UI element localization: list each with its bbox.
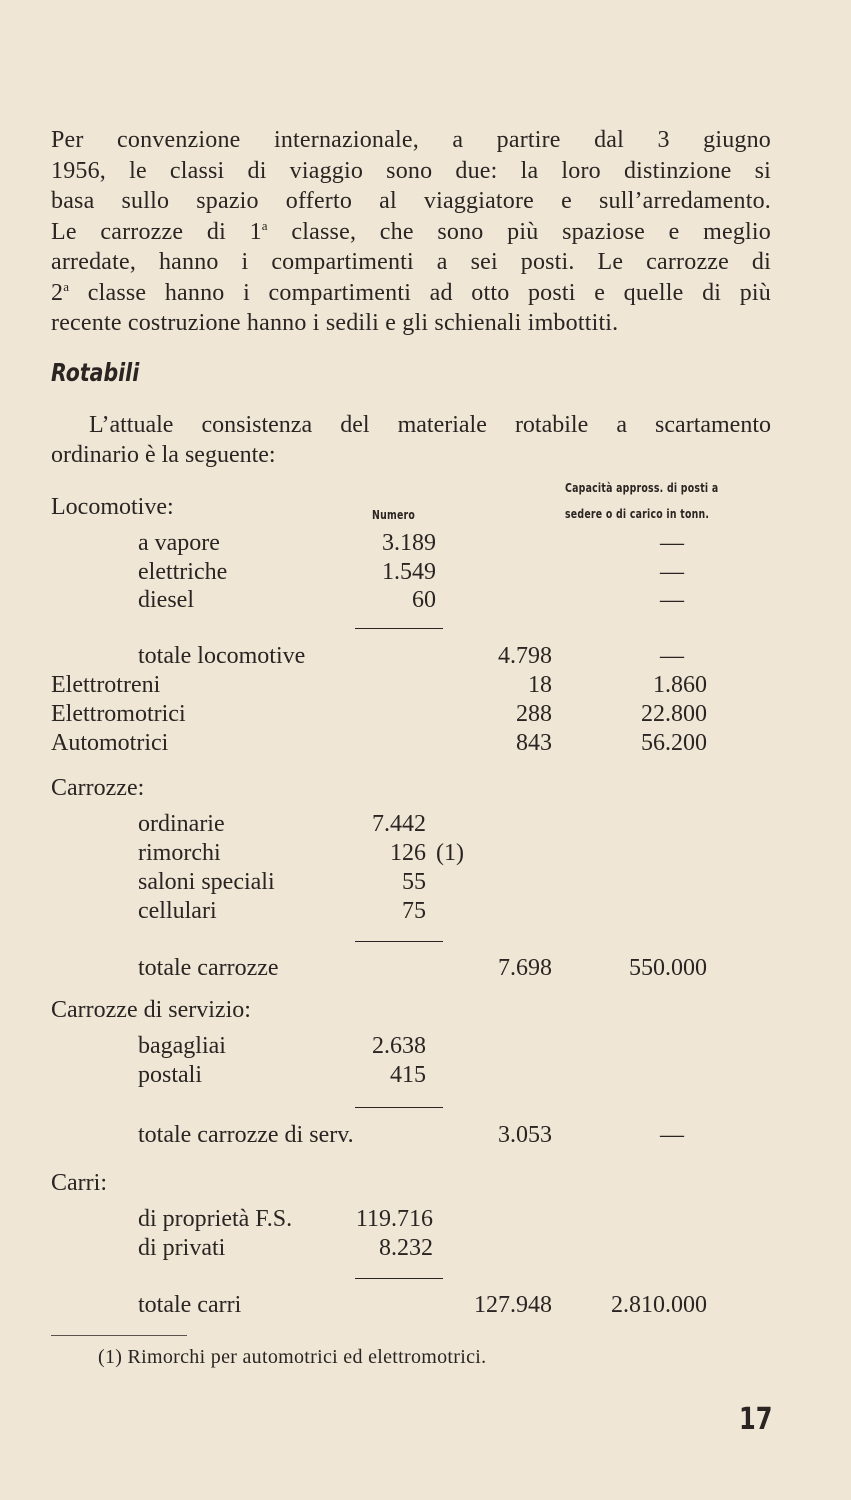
page-number: 17	[739, 1402, 773, 1437]
table-row-number: 7.442	[372, 811, 426, 837]
table-row-label: ordinarie	[138, 811, 225, 837]
total-capacity: 1.860	[653, 672, 707, 698]
subtotal-rule	[355, 628, 443, 629]
total-label: totale carrozze	[138, 955, 279, 981]
intro-line: recente costruzione hanno i sedili e gli schienali imbottiti.	[51, 310, 619, 336]
intro-line: basa sullo spazio offerto al viaggiatore e sull’arredamento.	[51, 188, 771, 214]
subtotal-rule	[355, 941, 443, 942]
table-row-capacity: —	[660, 559, 684, 585]
table-row-label: bagagliai	[138, 1033, 226, 1059]
intro-line: arredate, hanno i compartimenti a sei posti. Le carrozze di	[51, 249, 771, 275]
servizio-label: Carrozze di servizio:	[51, 997, 251, 1023]
header-capacity-line1: Capacità appross. di posti a	[565, 481, 719, 495]
total-capacity: 550.000	[629, 955, 707, 981]
table-row-number: 2.638	[372, 1033, 426, 1059]
table-row-number: 3.189	[382, 530, 436, 556]
ordinal-superscript: a	[63, 278, 70, 294]
total-capacity: —	[660, 1122, 684, 1148]
footnote: (1) Rimorchi per automotrici ed elettromotrici.	[98, 1346, 487, 1368]
footnote-reference: (1)	[436, 840, 464, 866]
table-row-label: elettriche	[138, 559, 228, 585]
total-value: 18	[528, 672, 552, 698]
table-row-label: Elettrotreni	[51, 672, 161, 698]
table-row-number: 75	[402, 898, 426, 924]
total-capacity: 56.200	[641, 730, 707, 756]
intro-line: 1956, le classi di viaggio sono due: la loro distinzione si	[51, 157, 771, 184]
subtotal-rule	[355, 1107, 443, 1108]
total-label: totale locomotive	[138, 643, 306, 669]
table-row-capacity: —	[660, 587, 684, 613]
table-row-label: saloni speciali	[138, 869, 275, 895]
header-numero: Numero	[372, 508, 416, 522]
total-value: 127.948	[474, 1292, 552, 1318]
table-row-number: 126	[390, 840, 426, 866]
footnote-rule	[51, 1335, 187, 1336]
intro-paragraph	[51, 125, 771, 339]
subtotal-rule	[355, 1278, 443, 1279]
locomotive-label: Locomotive:	[51, 494, 174, 520]
intro-line: Le carrozze di 1$^a$ classe, che sono più spaziose e meglio	[51, 217, 771, 245]
header-capacity-line2: sedere o di carico in tonn.	[565, 507, 710, 521]
total-capacity: 2.810.000	[611, 1292, 707, 1318]
table-row-capacity: —	[660, 530, 684, 556]
total-value: 288	[516, 701, 552, 727]
table-row-label: di proprietà F.S.	[138, 1206, 293, 1232]
table-row-number: 119.716	[355, 1206, 433, 1232]
total-value: 4.798	[498, 643, 552, 669]
carri-label: Carri:	[51, 1170, 107, 1196]
table-row-number: 55	[402, 869, 426, 895]
total-value: 7.698	[498, 955, 552, 981]
section-heading: Rotabili	[51, 358, 140, 387]
table-row-label: Automotrici	[51, 730, 169, 756]
table-row-label: a vapore	[138, 530, 220, 556]
table-row-label: postali	[138, 1062, 202, 1088]
table-row-number: 1.549	[382, 559, 436, 585]
carrozze-label: Carrozze:	[51, 775, 145, 801]
table-row-label: Elettromotrici	[51, 701, 186, 727]
total-value: 843	[516, 730, 552, 756]
section-intro-line: ordinario è la seguente:	[51, 442, 276, 468]
total-value: 3.053	[498, 1122, 552, 1148]
table-row-label: di privati	[138, 1235, 226, 1261]
table-row-label: diesel	[138, 587, 194, 613]
table-row-number: 8.232	[379, 1235, 433, 1261]
section-intro	[51, 410, 771, 470]
intro-line: 2$^a$ classe hanno i compartimenti ad otto posti e quelle di più	[51, 278, 771, 306]
ordinal-superscript: a	[261, 217, 268, 233]
section-intro-line: L’attuale consistenza del materiale rotabile a scartamento	[89, 412, 771, 438]
table-row-label: rimorchi	[138, 840, 221, 866]
total-capacity: —	[660, 643, 684, 669]
intro-line: Per convenzione internazionale, a partire dal 3 giugno	[51, 127, 771, 153]
table-row-number: 60	[412, 587, 436, 613]
table-row-label: cellulari	[138, 898, 217, 924]
total-label: totale carrozze di serv.	[138, 1122, 354, 1148]
total-capacity: 22.800	[641, 701, 707, 727]
total-label: totale carri	[138, 1292, 242, 1318]
table-row-number: 415	[390, 1062, 426, 1088]
